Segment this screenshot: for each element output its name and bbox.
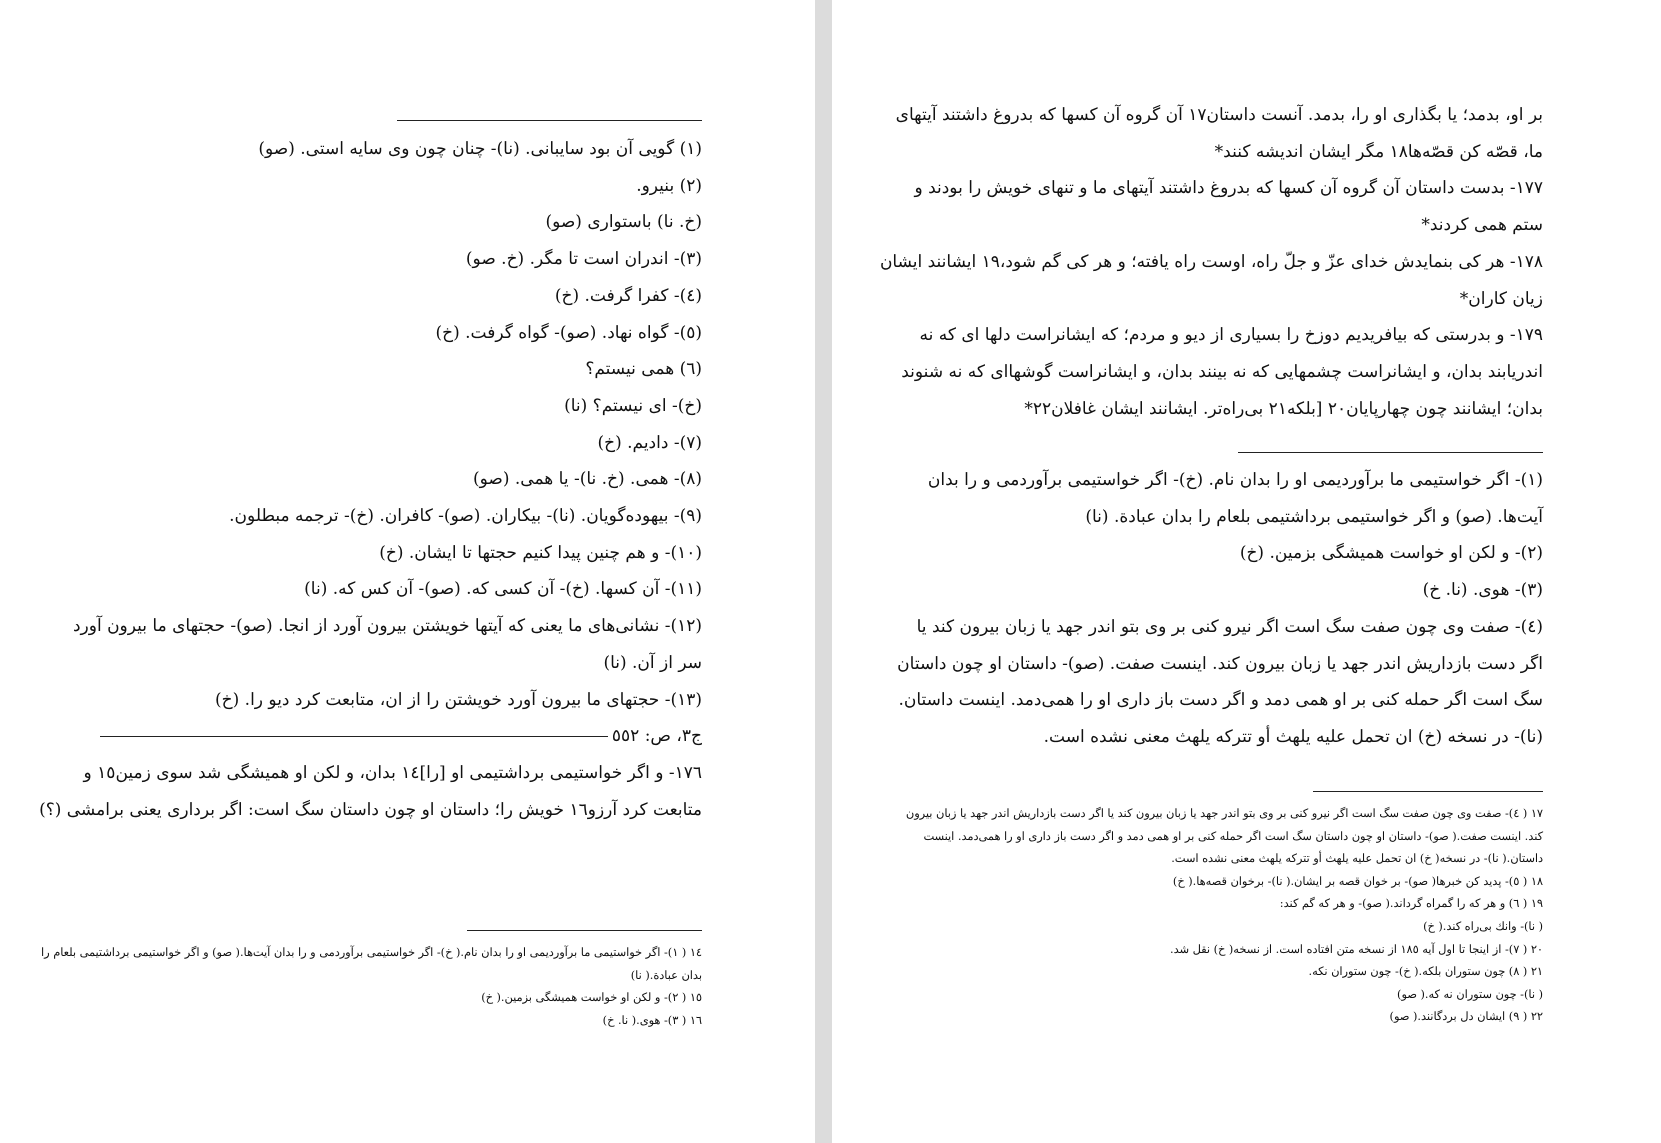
page-reference — [100, 718, 702, 755]
note-line: (١٣)- حجتهاى ما بيرون آورد خويشتن را از ان، متابعت كرد ديو را. (خ) — [215, 689, 702, 710]
right-footnotes — [905, 803, 1543, 1029]
footnote-line: ١٨ ( ٥)- پديد كن خبرها( صو)- بر خوان قصه بر ايشان.( نا)- برخوان قصه‌ها.( خ) — [1172, 874, 1543, 888]
verse-line: ١٧٦- و اگر خواستيمى برداشتيمى او [را]١٤ بدان، و لكن او هميشگى شد سوى زمين١٥ و — [83, 762, 702, 783]
note-line: (٣)- اندران است تا مگر. (خ. صو) — [465, 249, 702, 270]
top-separator-rule — [397, 120, 702, 121]
note-line: اگر دست بازداريش اندر جهد يا زبان بيرون كند. اينست صفت. (صو)- داستان او چون داستان — [897, 653, 1543, 674]
footnote-line: ١٩ ( ٦) و هر كه را گمراه گرداند.( صو)- و هر كه گم كند: — [1279, 897, 1543, 911]
note-line: (خ)- اى نيستم؟ (نا) — [564, 395, 702, 416]
note-line: (٣)- هوى. (نا. خ) — [1422, 580, 1543, 601]
page-reference-rule — [100, 736, 608, 737]
verse-line: ما، قصّه كن قصّه‌ها١٨ مگر ايشان انديشه كنند* — [1214, 141, 1543, 162]
footnote-line: ١٧ ( ٤)- صفت وى چون صفت سگ است اگر نيرو كنى بر وى بتو اندر جهد يا زبان بيرون كند يا اگر دست بازداريش اندر جهد يا زبان بيرون — [905, 807, 1543, 820]
note-line: (نا)- در نسخه (خ) ان تحمل عليه يلهث أو تتركه يلهث معنى نشده است. — [1043, 726, 1543, 747]
footnote-line: ٢٢ ( ٩) ايشان دل بردگانند.( صو) — [1389, 1010, 1543, 1024]
note-line: (٤)- كفرا گرفت. (خ) — [554, 285, 702, 306]
verse-line: زيان كاران* — [1459, 288, 1543, 309]
verse-line: ١٧٧- بدست داستان آن گروه آن كسها كه بدروغ داشتند آيتهاى ما و تنهاى خويش را بودند و — [914, 178, 1543, 199]
note-line: (١) گويى آن بود سايبانى. (نا)- چنان چون وى سايه استى. (صو) — [258, 139, 702, 159]
note-line: (٢) بنيرو. — [636, 175, 702, 196]
note-line: (٦) همى نيستم؟ — [585, 359, 702, 380]
page-reference-label: ج٣، ص: ٥٥٢ — [611, 726, 702, 747]
right-page — [832, 0, 1661, 1143]
verse-line: بر او، بدمد؛ يا بگذارى او را، بدمد. آنست داستان١٧ آن گروه آن كسها كه بدروغ داشتند آيتهاى — [895, 105, 1543, 125]
note-line: (٨)- همى. (خ. نا)- يا همى. (صو) — [472, 469, 702, 490]
note-line: سر از آن. (نا) — [603, 652, 702, 673]
left-footnotes — [41, 942, 702, 1032]
note-line: سگ است اگر حمله كنى بر او همى دمد و اگر دست باز دارى او را همى‌دمد. اينست داستان. — [898, 690, 1543, 711]
footnote-line: ١٥ ( ٢)- و لكن او خواست هميشگى بزمين.( خ) — [481, 991, 702, 1005]
verse-line: اندريابند بدان، و ايشانراست چشمهايى كه نه بينند بدان، و ايشانراست گوشهااى كه نه شنوند — [901, 361, 1543, 382]
verse-line: متابعت كرد آرزو١٦ خويش را؛ داستان او چون داستان سگ است: اگر بردارى يعنى برامشى (؟) — [39, 799, 702, 820]
verse-line: ١٧٩- و بدرستى كه بيافريديم دوزخ را بسيارى از ديو و مردم؛ كه ايشانراست دلها اى كه نه — [919, 325, 1543, 346]
page-gutter — [815, 0, 832, 1143]
footnote-separator-rule — [1313, 791, 1543, 792]
note-line: (٩)- بيهوده‌گويان. (نا)- بيكاران. (صو)- كافران. (خ)- ترجمه مبطلون. — [229, 506, 702, 527]
footnote-separator-rule — [467, 930, 702, 931]
verse-line: ستم همى كردند* — [1421, 215, 1543, 236]
note-line: (١)- اگر خواستيمى ما برآورديمى او را بدان نام. (خ)- اگر خواستيمى برآوردمى و را بدان — [927, 470, 1543, 490]
note-line: (١١)- آن كسها. (خ)- آن كسى كه. (صو)- آن كس كه. (نا) — [304, 579, 702, 600]
verse-line: بدان؛ ايشانند چون چهارپايان٢٠ [بلكه٢١ بى‌راه‌تر. ايشانند ايشان غافلان٢٢* — [1024, 398, 1543, 419]
footnote-line: ٢٠ ( ٧)- از اينجا تا اول آيه ١٨٥ از نسخه متن افتاده است. از نسخه( خ) نقل شد. — [1170, 942, 1543, 956]
note-line: (خ. نا) باستوارى (صو) — [545, 212, 702, 233]
footnote-line: ١٦ ( ٣)- هوى.( نا. خ) — [602, 1013, 702, 1027]
note-line: (٧)- داديم. (خ) — [597, 432, 702, 453]
note-line: (١٠)- و هم چنين پيدا كنيم حجتها تا ايشان. (خ) — [379, 542, 702, 563]
notes-separator-rule — [1238, 452, 1543, 453]
right-notes-block — [897, 462, 1543, 756]
footnote-line: بدان عبادة.( نا) — [630, 968, 702, 982]
footnote-line: ١٤ ( ١)- اگر خواستيمى ما برآورديمى او را بدان نام.( خ)- اگر خواستيمى برآوردمى و را بدان آيت‌ها.( صو) و اگر خواستيمى برداشتيمى بلعام را — [41, 946, 702, 959]
left-page — [0, 0, 815, 1143]
right-verses-block — [879, 97, 1543, 427]
footnote-line: كند. اينست صفت.( صو)- داستان او چون داستان سگ است اگر حمله كنى بر او همى دمد و اگر دست باز دارى او را همى‌دمد. اينست — [923, 829, 1543, 843]
left-notes-block — [39, 131, 702, 828]
footnote-line: ( نا)- وانك بى‌راه كند.( خ) — [1423, 919, 1543, 933]
footnote-line: ( نا)- چون ستوران نه كه.( صو) — [1397, 987, 1543, 1001]
footnote-line: داستان.( نا)- در نسخه( خ) ان تحمل عليه يلهث أو تتركه يلهث معنى نشده است. — [1171, 852, 1543, 866]
verse-line: ١٧٨- هر كى بنمايدش خداى عزّ و جلّ راه، اوست راه يافته؛ و هر كى گم شود،١٩ ايشانند ايشان — [879, 251, 1543, 272]
note-line: (١٢)- نشانى‌هاى ما يعنى كه آيتها خويشتن بيرون آورد از انجا. (صو)- حجتهاى ما بيرون آورد — [72, 616, 702, 637]
note-line: آيت‌ها. (صو) و اگر خواستيمى برداشتيمى بلعام را بدان عبادة. (نا) — [1085, 506, 1543, 527]
footnote-line: ٢١ ( ٨) چون ستوران بلكه.( خ)- چون ستوران نكه. — [1308, 965, 1543, 979]
note-line: (٤)- صفت وى چون صفت سگ است اگر نيرو كنى بر وى بتو اندر جهد يا زبان بيرون كند يا — [916, 616, 1543, 637]
note-line: (٥)- گواه نهاد. (صو)- گواه گرفت. (خ) — [435, 322, 702, 343]
note-line: (٢)- و لكن او خواست هميشگى بزمين. (خ) — [1239, 543, 1543, 564]
